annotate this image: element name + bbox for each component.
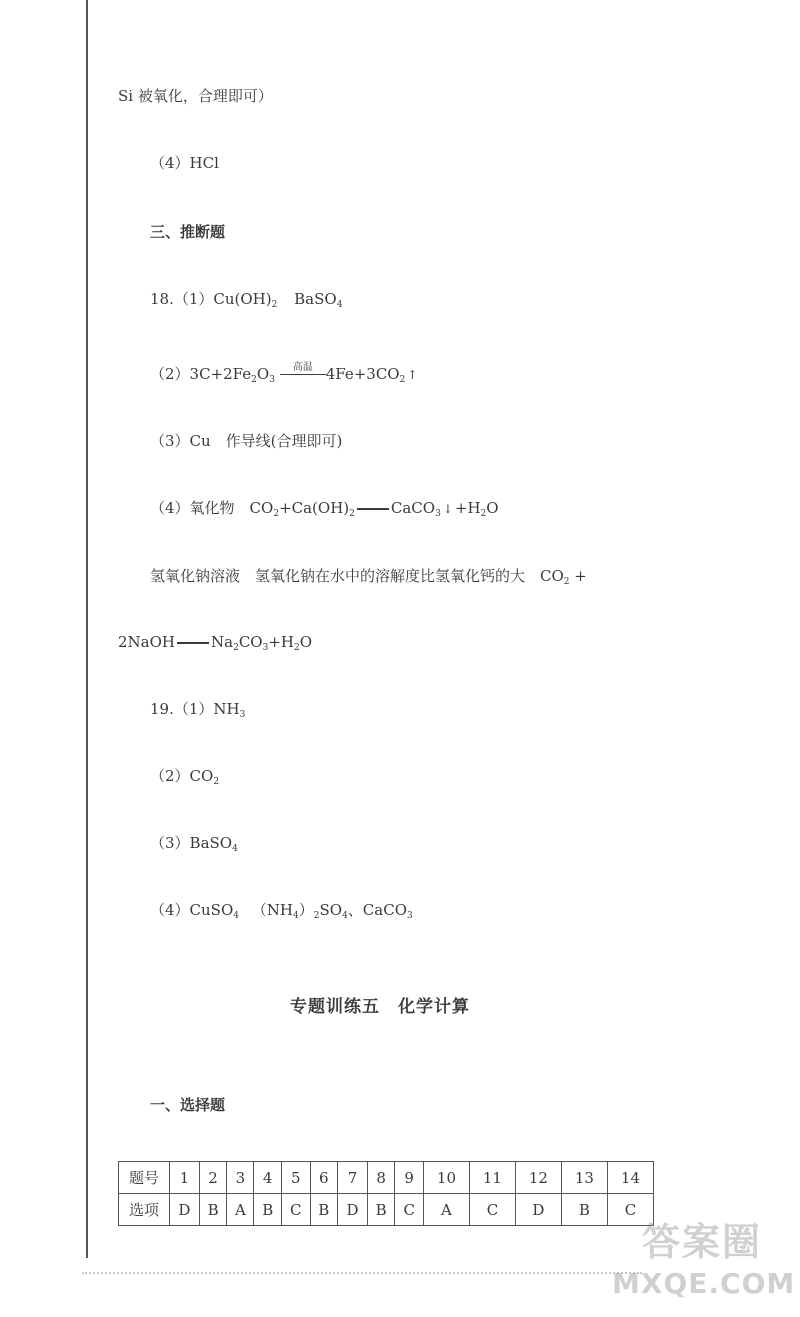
reaction-bar	[280, 374, 326, 375]
table-cell: 2	[199, 1162, 227, 1194]
sub-na2: 2	[233, 643, 239, 653]
watermark-cn: 答案圈	[641, 1220, 762, 1264]
sub-o3: 3	[269, 375, 275, 385]
table-cell: 5	[281, 1162, 310, 1194]
sub-co3: 3	[435, 509, 441, 519]
table-cell: 3	[227, 1162, 254, 1194]
q19-3-text: （3）BaSO	[150, 834, 233, 852]
table-cell: B	[199, 1194, 227, 1226]
sub-fe2: 2	[251, 375, 257, 385]
table-cell: 11	[469, 1162, 515, 1194]
table-cell: 14	[607, 1162, 653, 1194]
q18-3	[150, 431, 342, 451]
table-cell: 13	[561, 1162, 607, 1194]
sub-co3-b: 3	[262, 643, 269, 653]
precipitate-down-arrow-icon: ↓	[442, 502, 453, 516]
sub-so4-a: 4	[233, 911, 239, 921]
sub-co2-c: 2	[563, 577, 570, 587]
q19-1-text: 19.（1）NH	[150, 700, 240, 718]
table-cell: B	[310, 1194, 338, 1226]
table-cell: 9	[395, 1162, 424, 1194]
table-cell: C	[395, 1194, 424, 1226]
reaction-condition: 高温	[292, 362, 313, 373]
q18-1-sub2: 4	[336, 300, 343, 310]
equals-bar	[357, 508, 389, 510]
answer-4-hcl: （4）HCl	[150, 154, 219, 172]
q19-4-so: SO	[319, 901, 343, 919]
table-cell: 6	[310, 1162, 338, 1194]
q18-naoh-equation	[118, 632, 312, 658]
q18-2-left: （2）3C+2Fe	[150, 365, 252, 383]
sub-so4-b: 4	[342, 911, 348, 921]
table-cell: D	[170, 1194, 200, 1226]
eq-naoh-left: 2NaOH	[118, 633, 175, 651]
q19-2-text: （2）CO	[150, 767, 214, 785]
q18-4-caoh: +Ca(OH)	[279, 499, 350, 517]
table-cell: C	[607, 1194, 653, 1226]
margin-line	[86, 0, 88, 1258]
q18-1-sub: 2	[271, 300, 278, 310]
chapter-title-text: 专题训练五 化学计算	[290, 997, 470, 1017]
eq-h: +H	[268, 633, 294, 651]
q18-2-right: 4Fe+3CO	[325, 365, 400, 383]
section-heading-choice	[150, 1095, 225, 1115]
watermark-en: MXQE.COM	[612, 1267, 796, 1300]
table-row-numbers	[119, 1162, 654, 1194]
text-line-hcl	[150, 153, 219, 173]
q18-1	[150, 289, 342, 315]
table-cell: B	[561, 1194, 607, 1226]
q19-4-caco: 、CaCO	[347, 901, 407, 919]
section-heading-inference	[150, 222, 225, 242]
table-cell: 12	[515, 1162, 561, 1194]
q18-2: $(2)3C+2Fe_2O_3$ 高温 $4Fe+3CO_2$ ↑	[150, 364, 417, 390]
sub-co2: 2	[399, 375, 406, 385]
q18-4-o: O	[486, 499, 499, 517]
sub-paren2: 2	[313, 911, 320, 921]
table-cell: 8	[367, 1162, 395, 1194]
q18-4	[150, 498, 499, 524]
table-cell: A	[423, 1194, 469, 1226]
table-cell: 1	[170, 1162, 200, 1194]
text-line-si	[118, 86, 273, 106]
watermark-logo	[612, 1218, 796, 1313]
q19-1	[150, 699, 245, 725]
table-cell: 7	[338, 1162, 368, 1194]
table-cell: D	[515, 1194, 561, 1226]
table-cell: A	[227, 1194, 254, 1226]
q19-3-sub: 4	[232, 844, 238, 854]
sub-oh2: 2	[349, 509, 355, 519]
reaction-arrow-heat	[280, 364, 326, 384]
q18-naoh-plus: +	[569, 567, 587, 585]
table-cell: B	[367, 1194, 395, 1226]
q19-4-cuso: （4）CuSO	[150, 901, 234, 919]
table-cell: C	[469, 1194, 515, 1226]
q19-1-sub: 3	[239, 710, 246, 720]
chapter-title	[290, 997, 470, 1017]
section-1-title: 一、选择题	[150, 1096, 226, 1114]
q19-2-sub: 2	[213, 777, 220, 787]
eq-na: Na	[211, 633, 234, 651]
table-cell: 4	[254, 1162, 282, 1194]
equals-bar-2	[177, 642, 209, 644]
sub-co2-b: 2	[273, 509, 280, 519]
q18-4-prefix: （4）氧化物 CO	[150, 499, 274, 517]
sub-h2-b: 2	[293, 643, 300, 653]
q18-1-text: 18.（1）Cu(OH)	[150, 290, 272, 308]
q18-1-baso: BaSO	[294, 290, 337, 308]
q18-naoh-text: 氢氧化钠溶液 氢氧化钠在水中的溶解度比氢氧化钙的大 CO	[150, 567, 564, 585]
section-3-title: 三、推断题	[150, 223, 226, 241]
gas-up-arrow-icon: ↑	[407, 368, 418, 382]
q18-3-text: （3）Cu 作导线(合理即可)	[150, 432, 343, 450]
q19-3	[150, 833, 238, 859]
q19-4-nh: （NH	[251, 901, 293, 919]
q19-2	[150, 766, 219, 792]
q18-4-h: +H	[454, 499, 481, 517]
q19-4	[150, 900, 413, 926]
sub-h2: 2	[480, 509, 487, 519]
table-cell: 10	[423, 1162, 469, 1194]
table-cell: B	[254, 1194, 282, 1226]
sub-nh4: 4	[293, 911, 299, 921]
table-cell: D	[338, 1194, 368, 1226]
q19-4-paren: ）	[298, 901, 314, 919]
eq-o: O	[299, 633, 313, 651]
table-header-option: 选项	[119, 1194, 170, 1226]
answer-table	[118, 1161, 654, 1226]
text-si-oxidized: Si 被氧化，合理即可）	[118, 87, 273, 105]
table-header-question-no: 题号	[119, 1162, 170, 1194]
table-row-answers	[119, 1194, 654, 1226]
eq-co: CO	[238, 633, 263, 651]
dotted-divider	[82, 1272, 642, 1274]
q18-naoh-explain	[150, 566, 587, 592]
table-cell: C	[281, 1194, 310, 1226]
sub-caco3: 3	[407, 911, 413, 921]
q18-4-caco3: CaCO	[390, 499, 436, 517]
